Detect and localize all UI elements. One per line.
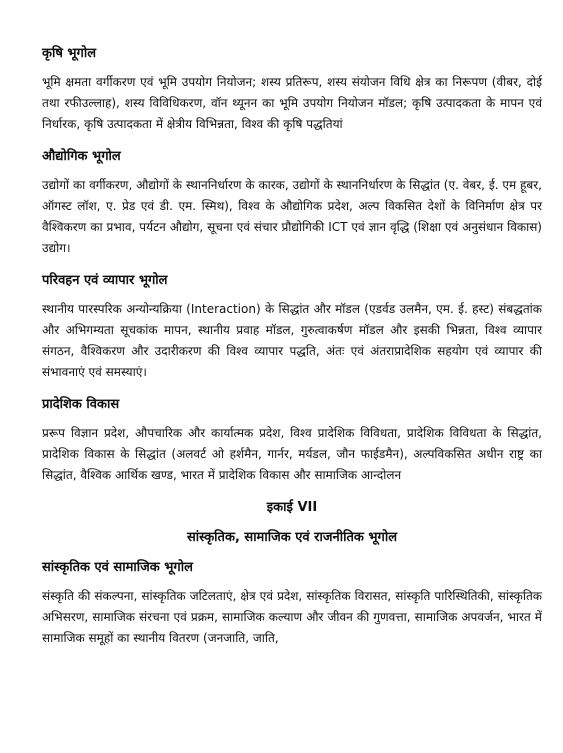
section-heading: प्रादेशिक विकास <box>42 397 120 412</box>
section-cultural-social-geography <box>42 558 542 649</box>
section-body: उद्योगों का वर्गीकरण, औद्योगों के स्थाननिर्धारण के कारक, उद्योगों के स्थाननिर्धारण के सिद्धांत (ए. वेबर, ई. एम हूबर, ऑगस्ट लॉश, ए. प्रेड एवं डी. एम. स्मिथ), विश्व के औद्योगिक प्रदेश, अल्प विकसित देशों के विनिर्माण क्षेत्र पर वैश्विकरण का प्रभाव, पर्यटन औद्योग, सूचना एवं संचार प्रौद्योगिकी ICT एवं ज्ञान वृद्धि (शिक्षा एवं अनुसंधान विकास) उद्योग। <box>42 178 542 255</box>
section-body: स्थानीय पारस्परिक अन्योन्यक्रिया (Interaction) के सिद्धांत और मॉडल (एडर्वड उलमैन, एम. ई. हस्ट) संबद्धतांक और अभिगम्यता सूचकांक मापन, स्थानीय प्रवाह मॉडल, गुरुत्वाकर्षण मॉडल और इसकी भिन्नता, विश्व व्यापार संगठन, वैश्विकरण और उदारीकरण की विश्व व्यापार पद्धति, अंतः एवं अंतराप्रादेशिक सहयोग एवं व्यापार की संभावनाएं एवं समस्याएं। <box>42 302 542 379</box>
section-body: प्ररूप विज्ञान प्रदेश, औपचारिक और कार्यात्मक प्रदेश, विश्व प्रादेशिक विविधता, प्रादेशिक विविधता के सिद्धांत, प्रादेशिक विकास के सिद्धांत (अलवर्ट ओ हर्शमैन, गार्नर, मर्यडल, जौन फाईडमैन), अल्पविकसित अधीन राष्ट्र का सिद्धांत, वैश्विक आर्थिक खण्ड, भारत में प्रादेशिक विकास और सामाजिक आन्दोलन <box>42 426 542 482</box>
section-body: भूमि क्षमता वर्गीकरण एवं भूमि उपयोग नियोजन; शस्य प्रतिरूप, शस्य संयोजन विधि क्षेत्र का निरूपण (वीबर, दोई तथा रफीउल्लाह), शस्य विविधिकरण, वॉन थ्यूनन का भूमि उपयोग नियोजन मॉडल; कृषि उत्पादकता के मापन एवं निर्धारक, कृषि उत्पादकता में क्षेत्रीय विभिन्नता, विश्व की कृषि पद्धतियां <box>42 75 542 131</box>
section-heading: कृषि भूगोल <box>42 46 97 61</box>
section-industrial-geography <box>42 147 542 259</box>
section-regional-development <box>42 395 542 486</box>
unit-label: इकाई VII <box>266 500 318 515</box>
section-heading: औद्योगिक भूगोल <box>42 149 121 164</box>
section-agricultural-geography <box>42 44 542 135</box>
document-page <box>42 44 542 661</box>
section-transport-trade-geography <box>42 271 542 383</box>
section-heading: सांस्कृतिक एवं सामाजिक भूगोल <box>42 560 193 575</box>
unit-title: सांस्कृतिक, सामाजिक एवं राजनीतिक भूगोल <box>186 530 398 545</box>
section-heading: परिवहन एवं व्यापार भूगोल <box>42 273 168 288</box>
section-body: संस्कृति की संकल्पना, सांस्कृतिक जटिलताएं, क्षेत्र एवं प्रदेश, सांस्कृतिक विरासत, सांस्कृति पारिस्थितिकी, सांस्कृतिक अभिसरण, सामाजिक संरचना एवं प्रक्रम, सामाजिक कल्याण और जीवन की गुणवत्ता, सामाजिक अपवर्जन, भारत में सामाजिक समूहों का स्थानीय वितरण (जनजाति, जाति, <box>42 589 542 645</box>
